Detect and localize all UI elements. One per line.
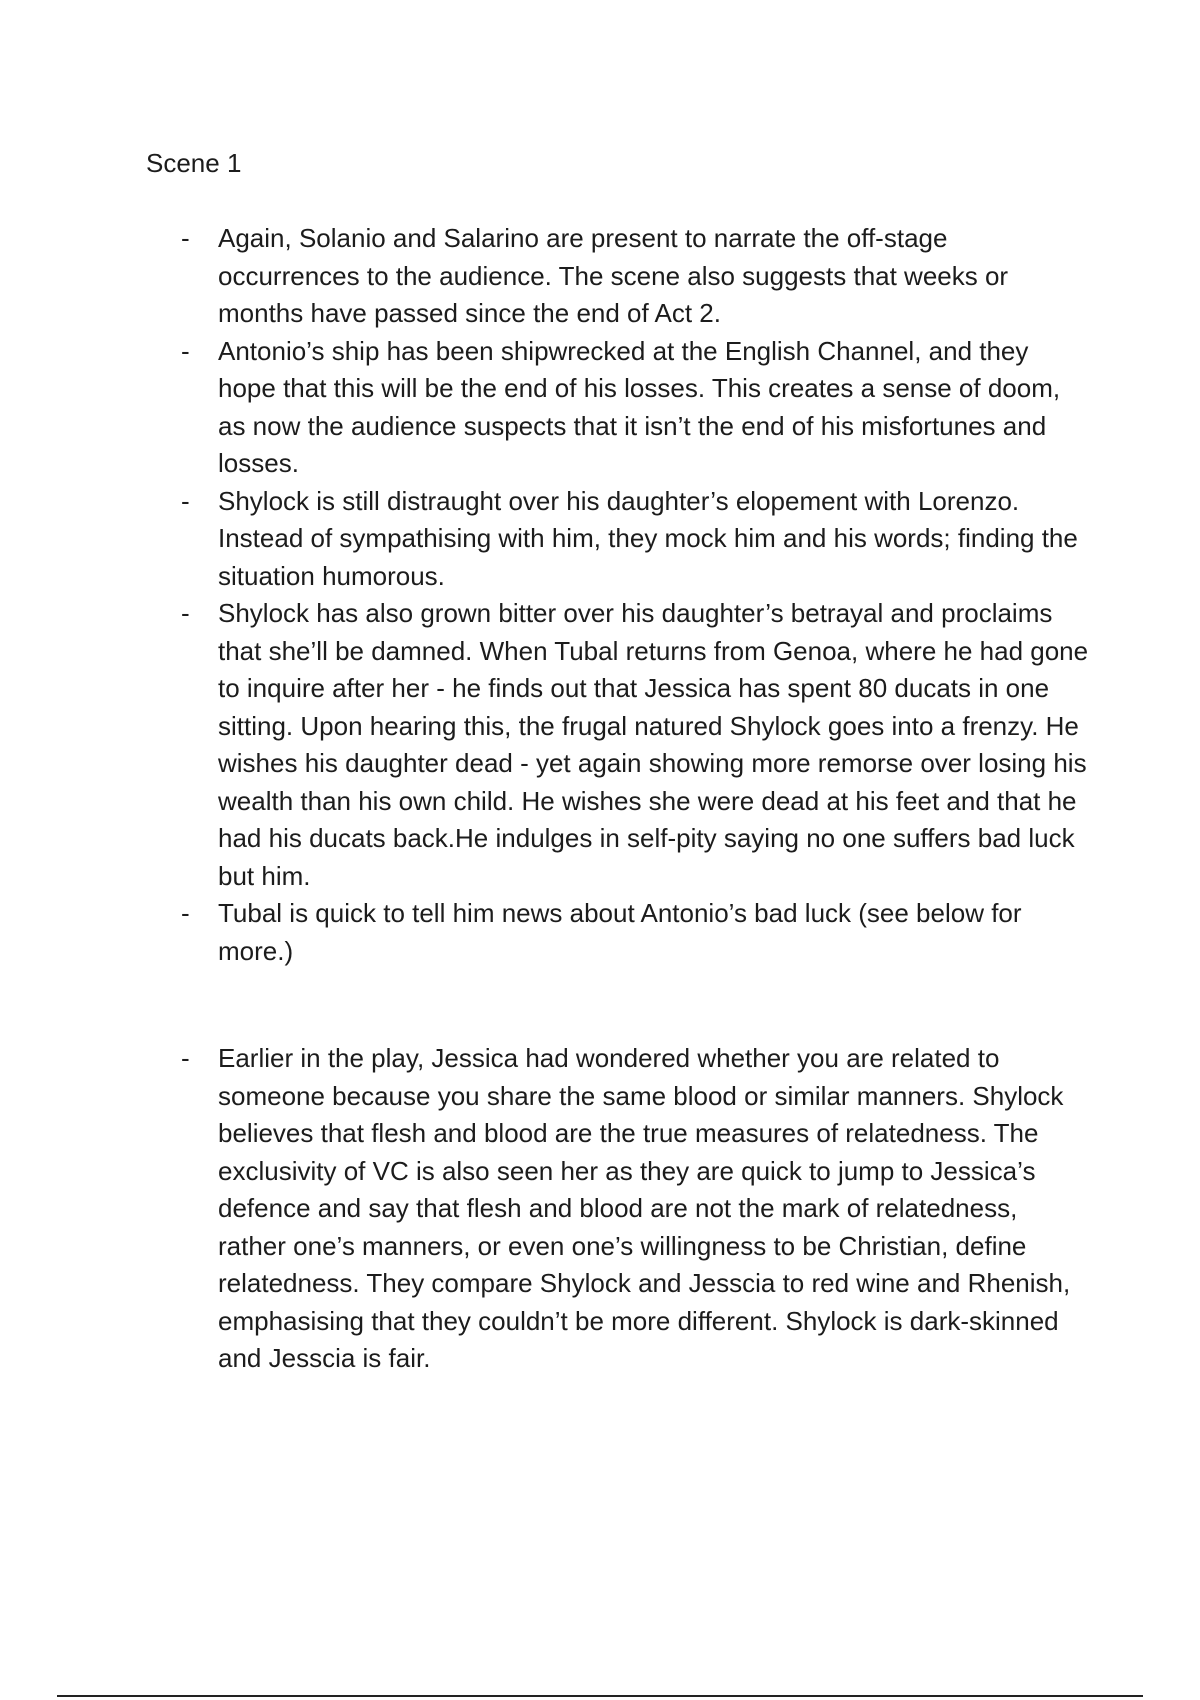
bullet-item: [0, 220, 1200, 333]
bullet-marker: -: [181, 223, 190, 253]
bullet-text: Again, Solanio and Salarino are present to narrate the off-stage occurrences to the audience. The scene also suggests that weeks or months have passed since the end of Act 2.: [218, 223, 1009, 328]
bullet-text: Antonio’s ship has been shipwrecked at the English Channel, and they hope that this will be the end of his losses. This creates a sense of doom, as now the audience suspects that it isn’t the end of his misfortunes and losses.: [218, 335, 1061, 478]
bullet-marker: -: [181, 1043, 190, 1073]
bullet-item: [0, 595, 1200, 895]
bullet-marker: -: [181, 335, 190, 366]
bullet-item: [0, 333, 1200, 483]
bullet-marker: -: [181, 898, 190, 928]
bullet-text: Shylock is still distraught over his daughter’s elopement with Lorenzo. Instead of sympathising with him, they mock him and his words; finding the situation humorous.: [218, 485, 1078, 591]
bullet-item: [0, 1040, 1200, 1378]
bullet-list-section-two: [0, 1040, 1200, 1378]
bullet-text: Tubal is quick to tell him news about Antonio’s bad luck (see below for more.): [218, 898, 1022, 966]
bullet-text: Shylock has also grown bitter over his daughter’s betrayal and proclaims that she’ll be damned. When Tubal returns from Genoa, where he had gone to inquire after her - he finds out that Jessica has spent 80 ducats in one sitting. Upon hearing this, the frugal natured Shylock goes into a frenzy. He wishes his daughter dead - yet again showing more remorse over losing his wealth than his own child. He wishes she were dead at his feet and that he had his ducats back.He indulges in self-pity saying no one suffers bad luck but him.: [218, 598, 1089, 891]
bullet-text: Earlier in the play, Jessica had wondered whether you are related to someone because you share the same blood or similar manners. Shylock believes that flesh and blood are the true measures of relatedness. The exclusivity of VC is also seen her as they are quick to jump to Jessica’s defence and say that flesh and blood are not the mark of relatedness, rather one’s manners, or even one’s willingness to be Christian, define relatedness. They compare Shylock and Jesscia to red wine and Rhenish, emphasising that they couldn’t be more different. Shylock is dark-skinned and Jesscia is fair.: [218, 1043, 1071, 1373]
scene-heading: Scene 1: [146, 148, 242, 178]
bullet-item: [0, 483, 1200, 596]
bullet-list-section-one: [0, 220, 1200, 970]
bullet-marker: -: [181, 598, 190, 628]
page-bottom-rule: [57, 1695, 1143, 1697]
bullet-marker: -: [181, 485, 190, 516]
bullet-item: [0, 895, 1200, 970]
